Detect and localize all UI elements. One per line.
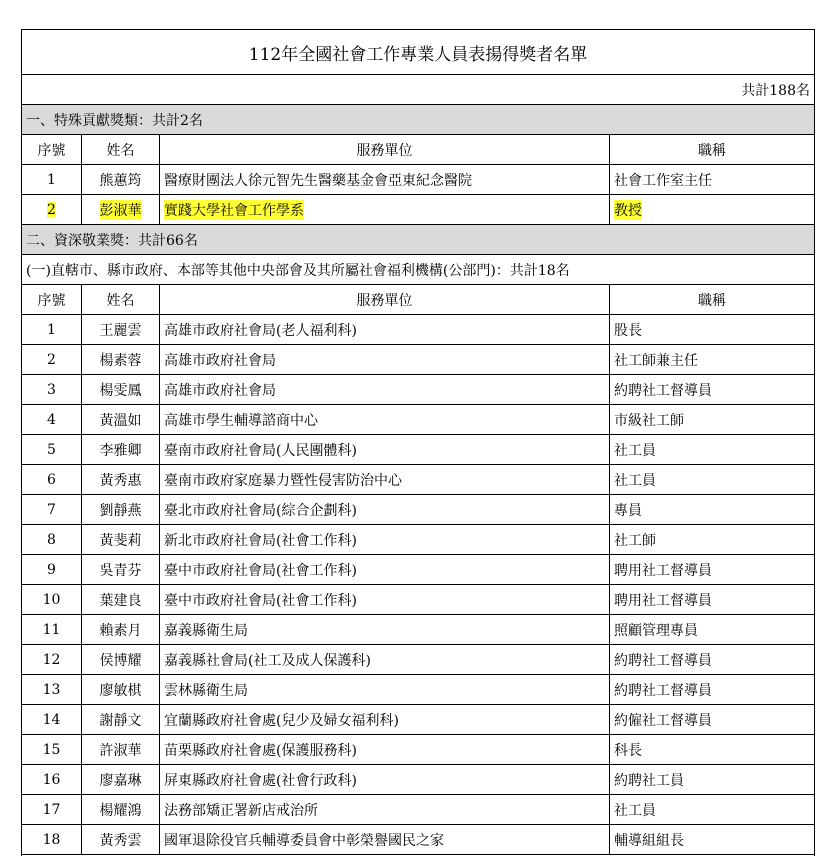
service-unit-text: 嘉義縣衛生局 [164,622,248,639]
row-number-text: 2 [47,351,56,368]
row-number [22,825,82,854]
service-unit [160,165,610,194]
table-row [22,405,814,435]
job-title-text: 科長 [614,742,642,759]
row-number [22,675,82,704]
service-unit-text: 高雄市學生輔導諮商中心 [164,412,318,429]
row-number-text: 18 [42,831,61,848]
awardee-name [82,645,160,674]
awardee-name [82,405,160,434]
section-1-title: 一、特殊貢獻獎類：共計2名 [22,105,814,135]
service-unit [160,555,610,584]
service-unit-text: 法務部矯正署新店戒治所 [164,802,318,819]
row-number-text: 15 [42,741,61,758]
awardee-name [82,495,160,524]
job-title-text: 約僱社工督導員 [614,712,712,729]
job-title [610,765,814,794]
job-title-text: 社工員 [614,472,656,489]
row-number-text: 7 [47,501,56,518]
service-unit [160,825,610,854]
job-title [610,195,814,224]
row-number [22,375,82,404]
awardee-name [82,165,160,194]
table-row [22,525,814,555]
section-2-subtitle: (一)直轄市、縣市政府、本部等其他中央部會及其所屬社會福利機構(公部門)：共計18名 [22,255,814,285]
awardee-name [82,465,160,494]
job-title [610,735,814,764]
service-unit-text: 臺南市政府家庭暴力暨性侵害防治中心 [164,472,402,489]
header-unit: 服務單位 [160,285,610,314]
awardee-name-text: 楊素蓉 [99,352,142,369]
awardee-name [82,345,160,374]
header-title: 職稱 [698,292,726,309]
job-title [610,405,814,434]
row-number-text: 14 [42,711,61,728]
row-number-text: 1 [47,321,56,338]
table-row [22,735,814,765]
row-number [22,705,82,734]
awardee-name-text: 許淑華 [99,742,142,759]
section-2-header-row [22,285,814,315]
service-unit-text: 屏東縣政府社會處(社會行政科) [164,772,357,789]
job-title [610,705,814,734]
awardee-name [82,315,160,344]
job-title [610,525,814,554]
service-unit-text: 高雄市政府社會局 [164,382,276,399]
service-unit [160,705,610,734]
row-number [22,795,82,824]
header-name: 姓名 [82,135,160,164]
awardee-name [82,675,160,704]
row-number-text: 1 [47,171,56,188]
service-unit [160,615,610,644]
awardee-name [82,195,160,224]
job-title-text: 股長 [614,322,642,339]
job-title-text: 約聘社工員 [614,772,684,789]
service-unit-text: 臺南市政府社會局(人民團體科) [164,442,357,459]
row-number-text: 13 [42,681,61,698]
job-title-text: 照顧管理專員 [614,622,698,639]
job-title [610,465,814,494]
header-unit: 服務單位 [160,135,610,164]
service-unit [160,765,610,794]
row-number [22,465,82,494]
service-unit-text: 新北市政府社會局(社會工作科) [164,532,357,549]
row-number [22,615,82,644]
awardee-name-text: 楊耀鴻 [99,802,142,819]
service-unit [160,405,610,434]
awardee-name [82,525,160,554]
table-row [22,825,814,855]
row-number [22,585,82,614]
job-title-text: 約聘社工督導員 [614,652,712,669]
job-title [610,675,814,704]
row-number [22,435,82,464]
job-title-text: 市級社工師 [614,412,684,429]
awardee-name-text: 謝靜文 [99,712,142,729]
row-number-text: 16 [42,771,61,788]
table-row [22,435,814,465]
table-row [22,585,814,615]
awardee-name-text: 賴素月 [99,622,142,639]
awardee-name-text: 彭淑華 [100,200,142,220]
header-title: 職稱 [698,142,726,159]
table-row [22,615,814,645]
service-unit-text: 臺中市政府社會局(社會工作科) [164,562,357,579]
job-title-text: 教授 [614,200,642,220]
awardee-name-text: 黃溫如 [99,412,142,429]
row-number [22,195,82,224]
job-title-text: 約聘社工督導員 [614,682,712,699]
header-no: 序號 [22,285,82,314]
award-list-table [21,29,815,856]
service-unit [160,465,610,494]
service-unit-text: 宜蘭縣政府社會處(兒少及婦女福利科) [164,712,399,729]
awardee-name [82,555,160,584]
job-title [610,615,814,644]
row-number [22,405,82,434]
table-row [22,195,814,225]
table-row [22,675,814,705]
job-title-text: 社工師 [614,532,656,549]
job-title-text: 社工員 [614,442,656,459]
section-2-title: 二、資深敬業獎：共計66名 [22,225,814,255]
awardee-name [82,375,160,404]
table-row [22,465,814,495]
service-unit [160,645,610,674]
awardee-name [82,615,160,644]
job-title-text: 輔導組組長 [614,832,684,849]
job-title [610,165,814,194]
service-unit-text: 嘉義縣社會局(社工及成人保護科) [164,652,371,669]
table-row [22,555,814,585]
table-row [22,495,814,525]
row-number [22,345,82,374]
awardee-name [82,435,160,464]
job-title-text: 社工員 [614,802,656,819]
job-title-text: 聘用社工督導員 [614,592,712,609]
service-unit-text: 苗栗縣政府社會處(保護服務科) [164,742,357,759]
row-number-text: 9 [47,561,56,578]
job-title [610,315,814,344]
awardee-name-text: 吳青芬 [99,562,142,579]
section-1-header-row [22,135,814,165]
job-title-text: 社會工作室主任 [614,172,712,189]
awardee-name [82,705,160,734]
row-number [22,645,82,674]
table-row [22,345,814,375]
service-unit-text: 高雄市政府社會局 [164,352,276,369]
job-title [610,795,814,824]
awardee-name-text: 楊雯鳳 [99,382,142,399]
row-number-text: 5 [47,441,56,458]
document-title: 112年全國社會工作專業人員表揚得獎者名單 [22,30,814,75]
awardee-name [82,735,160,764]
awardee-name-text: 王麗雲 [99,322,142,339]
service-unit-text: 實踐大學社會工作學系 [164,200,304,220]
service-unit [160,735,610,764]
awardee-name [82,585,160,614]
table-row [22,765,814,795]
service-unit-text: 高雄市政府社會局(老人福利科) [164,322,357,339]
service-unit-text: 雲林縣衛生局 [164,682,248,699]
awardee-name-text: 黃斐莉 [99,532,142,549]
table-row [22,315,814,345]
service-unit-text: 國軍退除役官兵輔導委員會中彰榮譽國民之家 [164,832,444,849]
job-title [610,585,814,614]
awardee-name-text: 李雅卿 [99,442,142,459]
job-title [610,645,814,674]
awardee-name-text: 侯博耀 [99,652,142,669]
table-row [22,795,814,825]
service-unit-text: 臺中市政府社會局(社會工作科) [164,592,357,609]
awardee-name-text: 廖敏棋 [99,682,142,699]
row-number-text: 4 [47,411,56,428]
service-unit [160,675,610,704]
service-unit-text: 臺北市政府社會局(綜合企劃科) [164,502,357,519]
service-unit [160,315,610,344]
job-title [610,495,814,524]
job-title-text: 專員 [614,502,642,519]
service-unit [160,345,610,374]
job-title [610,375,814,404]
awardee-name-text: 黃秀惠 [99,472,142,489]
job-title-text: 約聘社工督導員 [614,382,712,399]
job-title [610,345,814,374]
job-title-text: 社工師兼主任 [614,352,698,369]
awardee-name-text: 葉建良 [99,592,142,609]
row-number-text: 3 [47,381,56,398]
awardee-name-text: 劉靜燕 [99,502,142,519]
row-number-text: 12 [42,651,61,668]
job-title [610,825,814,854]
awardee-name-text: 廖嘉琳 [99,772,142,789]
service-unit [160,525,610,554]
awardee-name-text: 黃秀雲 [99,832,142,849]
table-row [22,375,814,405]
grand-total: 共計188名 [22,75,814,105]
job-title [610,555,814,584]
table-row [22,165,814,195]
row-number [22,555,82,584]
service-unit-text: 醫療財團法人徐元智先生醫藥基金會亞東紀念醫院 [164,172,472,189]
job-title [610,435,814,464]
table-row [22,705,814,735]
service-unit [160,195,610,224]
awardee-name [82,795,160,824]
awardee-name [82,825,160,854]
service-unit [160,435,610,464]
awardee-name-text: 熊蕙筠 [99,172,142,189]
table-row [22,645,814,675]
service-unit [160,375,610,404]
service-unit [160,585,610,614]
row-number [22,165,82,194]
row-number [22,495,82,524]
awardee-name [82,765,160,794]
service-unit [160,795,610,824]
row-number-text: 8 [47,531,56,548]
row-number-text: 10 [42,591,61,608]
row-number [22,735,82,764]
row-number [22,315,82,344]
row-number-text: 6 [47,471,56,488]
header-name: 姓名 [82,285,160,314]
job-title-text: 聘用社工督導員 [614,562,712,579]
row-number [22,765,82,794]
header-no: 序號 [22,135,82,164]
row-number [22,525,82,554]
row-number-text: 2 [47,201,56,218]
row-number-text: 17 [42,801,61,818]
row-number-text: 11 [42,621,61,638]
service-unit [160,495,610,524]
